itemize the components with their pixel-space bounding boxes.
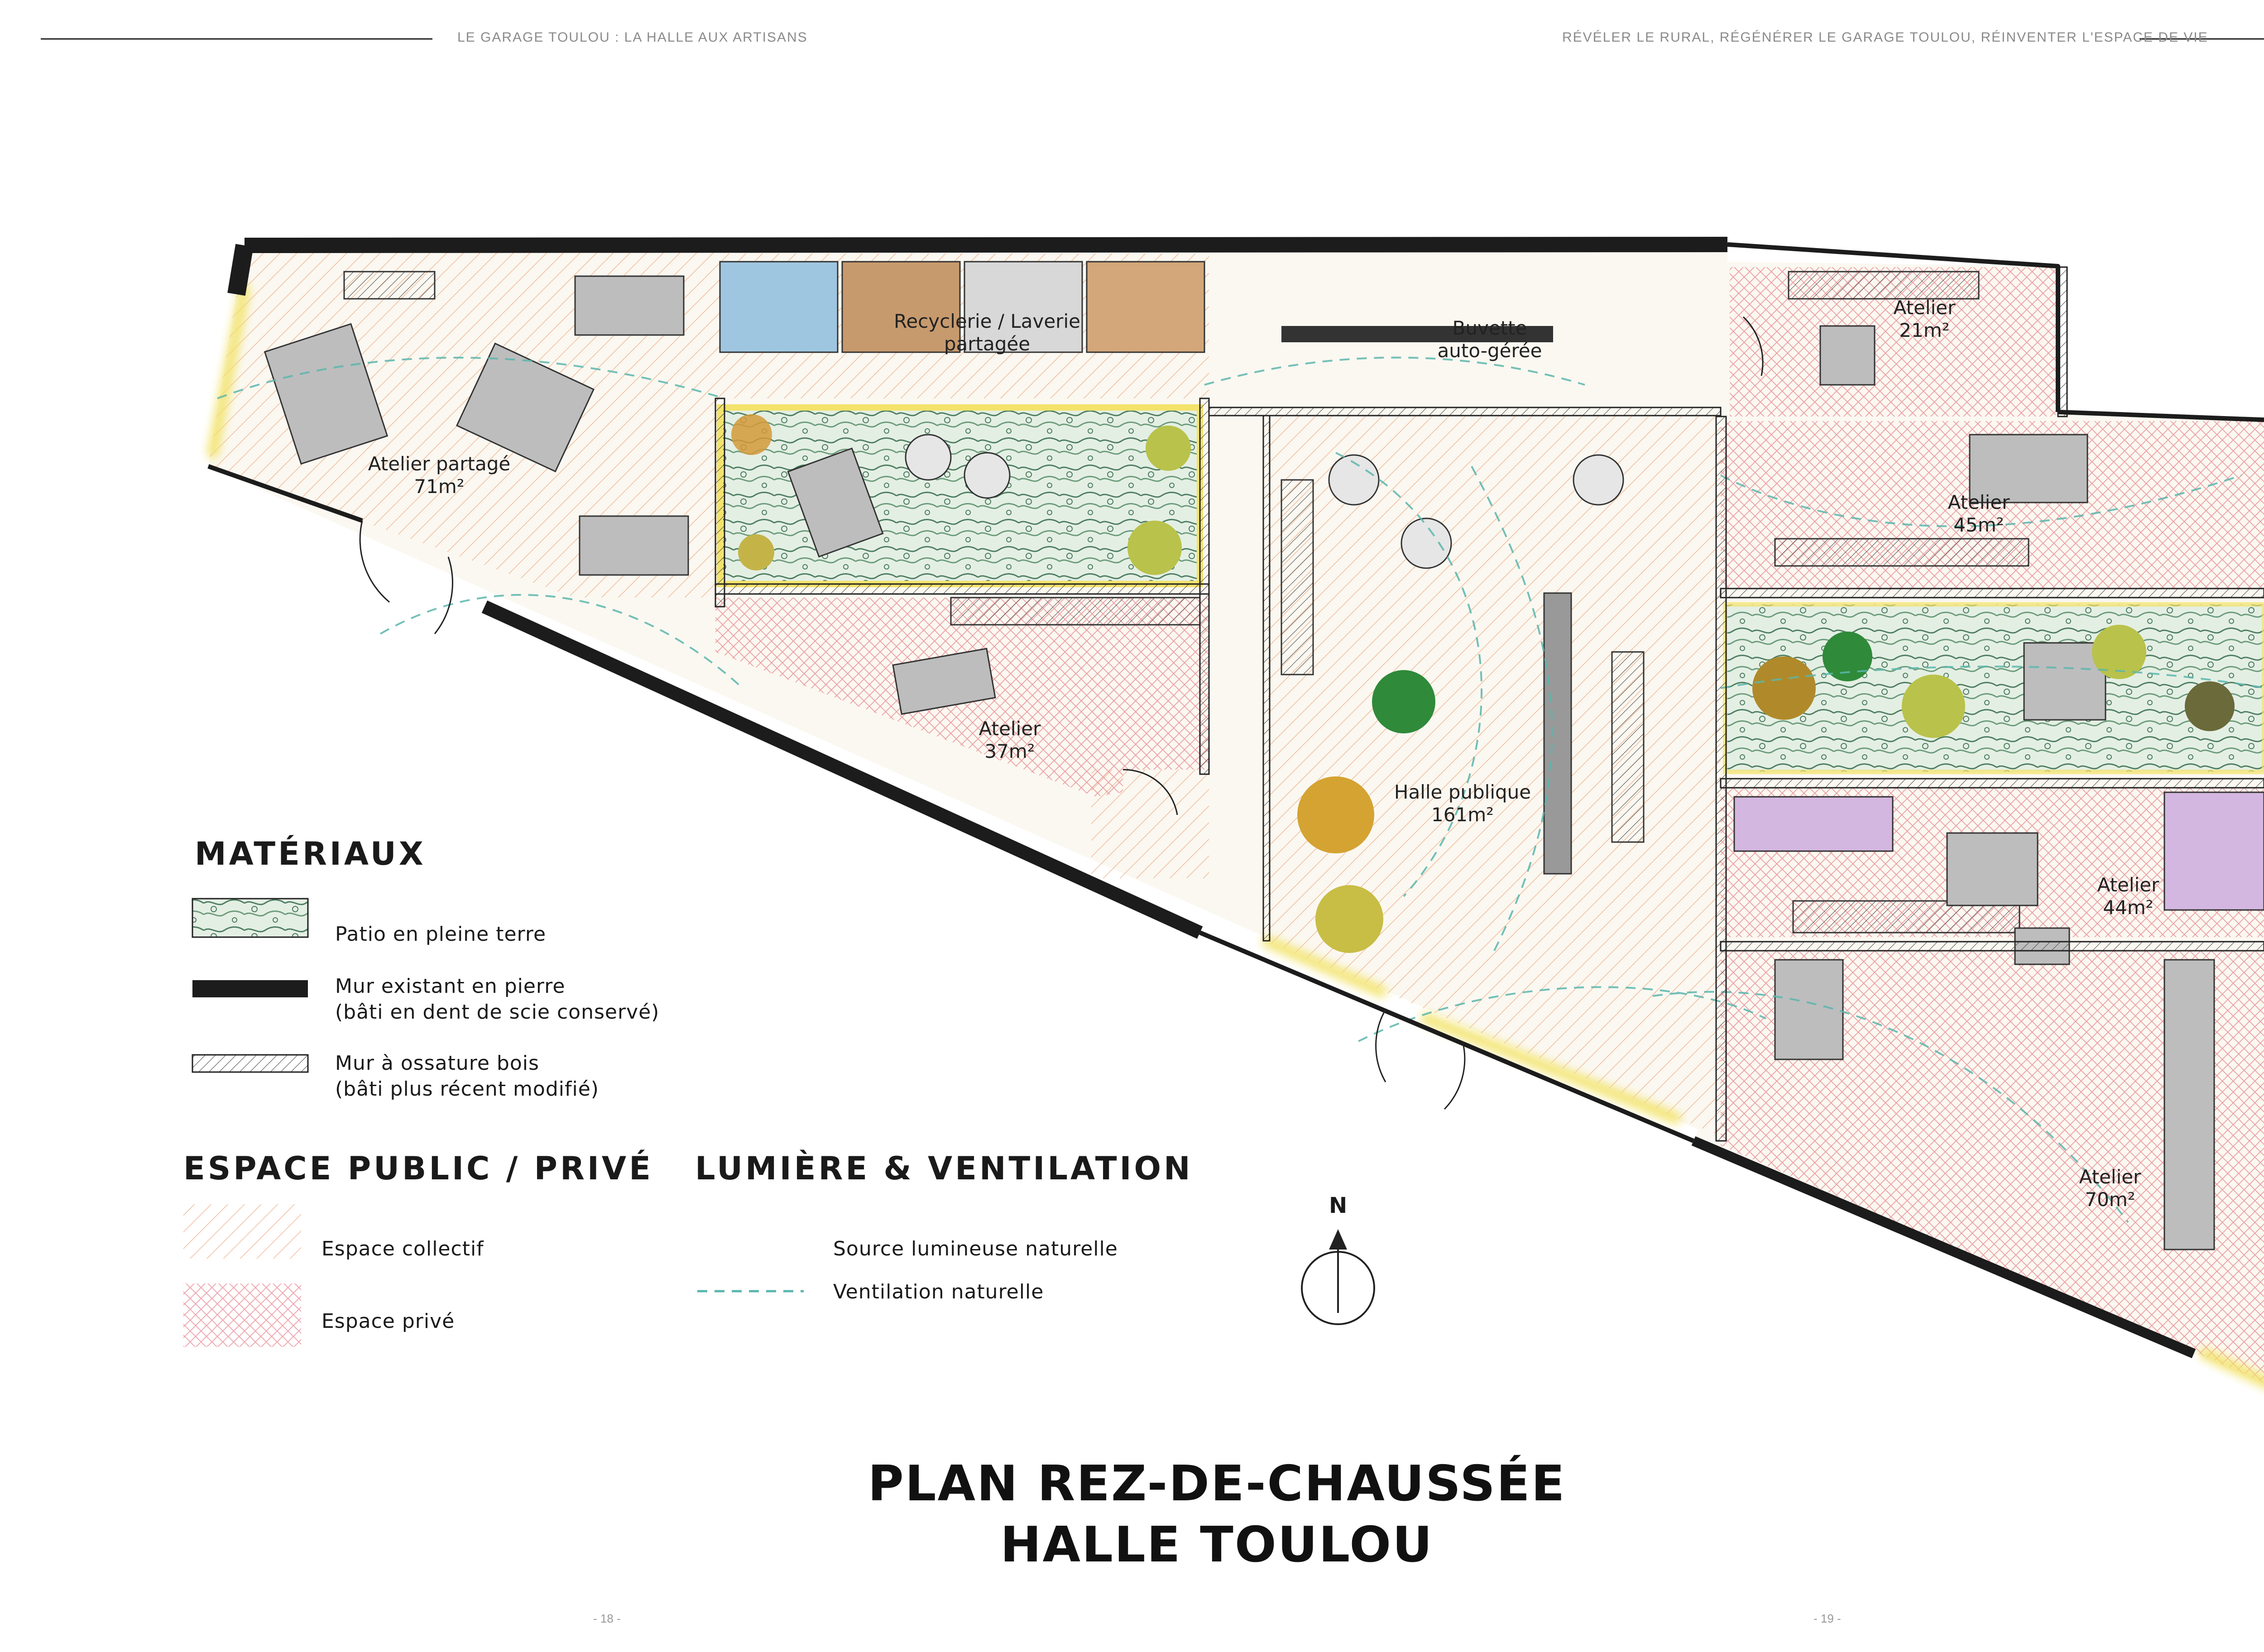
header-left-text: LE GARAGE TOULOU : LA HALLE AUX ARTISANS bbox=[457, 30, 808, 45]
room-area: 37m² bbox=[984, 740, 1035, 763]
room-area: 161m² bbox=[1431, 804, 1494, 826]
room-label-atelier-21 bbox=[1894, 297, 1956, 342]
atelier-44-counter bbox=[1734, 797, 1893, 851]
legend-vent-label: Ventilation naturelle bbox=[833, 1280, 1044, 1303]
legend-wood-label bbox=[335, 1050, 599, 1102]
room-sub: partagée bbox=[944, 333, 1031, 355]
room-name: Atelier partagé bbox=[368, 453, 511, 475]
legend-wood-line1: Mur à ossature bois bbox=[335, 1052, 539, 1075]
legend-collectif-label: Espace collectif bbox=[321, 1237, 484, 1260]
legend-lumiere-title: LUMIÈRE & VENTILATION bbox=[695, 1150, 1193, 1187]
building bbox=[208, 244, 2264, 1403]
room-label-atelier-70 bbox=[2079, 1166, 2141, 1211]
legend-prive-swatch bbox=[183, 1283, 301, 1347]
room-sub: auto-gérée bbox=[1437, 340, 1542, 362]
room-area: 44m² bbox=[2103, 896, 2154, 919]
legend-stone-line2: (bâti en dent de scie conservé) bbox=[335, 1001, 660, 1024]
room-label-atelier-37 bbox=[979, 718, 1041, 763]
room-area: 70m² bbox=[2085, 1188, 2135, 1211]
legend-patio-label: Patio en pleine terre bbox=[335, 923, 547, 946]
legend-prive-label: Espace privé bbox=[321, 1310, 455, 1333]
north-label: N bbox=[1329, 1193, 1348, 1218]
page-title-line2: HALLE TOULOU bbox=[1000, 1517, 1434, 1573]
room-label-atelier-44 bbox=[2097, 874, 2159, 919]
room-area: 71m² bbox=[414, 475, 465, 498]
legend-espace-title: ESPACE PUBLIC / PRIVÉ bbox=[183, 1150, 653, 1187]
room-area: 45m² bbox=[1953, 514, 2004, 536]
room-name: Halle publique bbox=[1394, 781, 1531, 803]
legend-light-label: Source lumineuse naturelle bbox=[833, 1237, 1118, 1260]
halle-long-table bbox=[1544, 593, 1571, 874]
room-name: Atelier bbox=[2079, 1166, 2141, 1188]
patio-west bbox=[720, 407, 1200, 584]
legend-swatches bbox=[183, 899, 804, 1347]
legend-collectif-swatch bbox=[183, 1204, 301, 1259]
legend-materiaux-title: MATÉRIAUX bbox=[195, 835, 426, 872]
room-name: Atelier bbox=[1947, 491, 2010, 513]
page-number-left: - 18 - bbox=[593, 1612, 621, 1625]
legend-stone-label bbox=[335, 973, 659, 1025]
legend-wood-swatch bbox=[192, 1055, 308, 1072]
room-label-recyclerie bbox=[894, 310, 1080, 356]
page-title-line1: PLAN REZ-DE-CHAUSSÉE bbox=[868, 1456, 1566, 1512]
room-area: 21m² bbox=[1899, 319, 1950, 342]
legend-patio-swatch bbox=[192, 899, 308, 937]
room-name: Atelier bbox=[979, 718, 1041, 740]
page-title bbox=[0, 1453, 2264, 1575]
header-right-text: RÉVÉLER LE RURAL, RÉGÉNÉRER LE GARAGE TOULOU, RÉINVENTER L'ESPACE DE VIE bbox=[1562, 30, 2208, 45]
room-label-atelier-partage bbox=[368, 453, 510, 498]
zone-entry-37 bbox=[1091, 770, 1209, 878]
legend-wood-line2: (bâti plus récent modifié) bbox=[335, 1077, 599, 1101]
page-number-right: - 19 - bbox=[1813, 1612, 1841, 1625]
room-label-halle-publique bbox=[1394, 781, 1531, 827]
north-arrow-icon bbox=[1302, 1229, 1374, 1324]
room-label-buvette bbox=[1438, 317, 1542, 363]
atelier-44-cabinet bbox=[2164, 792, 2264, 910]
room-name: Buvette bbox=[1452, 317, 1527, 339]
room-label-atelier-45 bbox=[1948, 491, 2010, 537]
legend-stone-swatch bbox=[192, 980, 308, 997]
room-name: Atelier bbox=[2097, 874, 2159, 896]
room-name: Recyclerie / Laverie bbox=[894, 310, 1080, 332]
legend-stone-line1: Mur existant en pierre bbox=[335, 975, 566, 998]
room-name: Atelier bbox=[1893, 297, 1956, 319]
